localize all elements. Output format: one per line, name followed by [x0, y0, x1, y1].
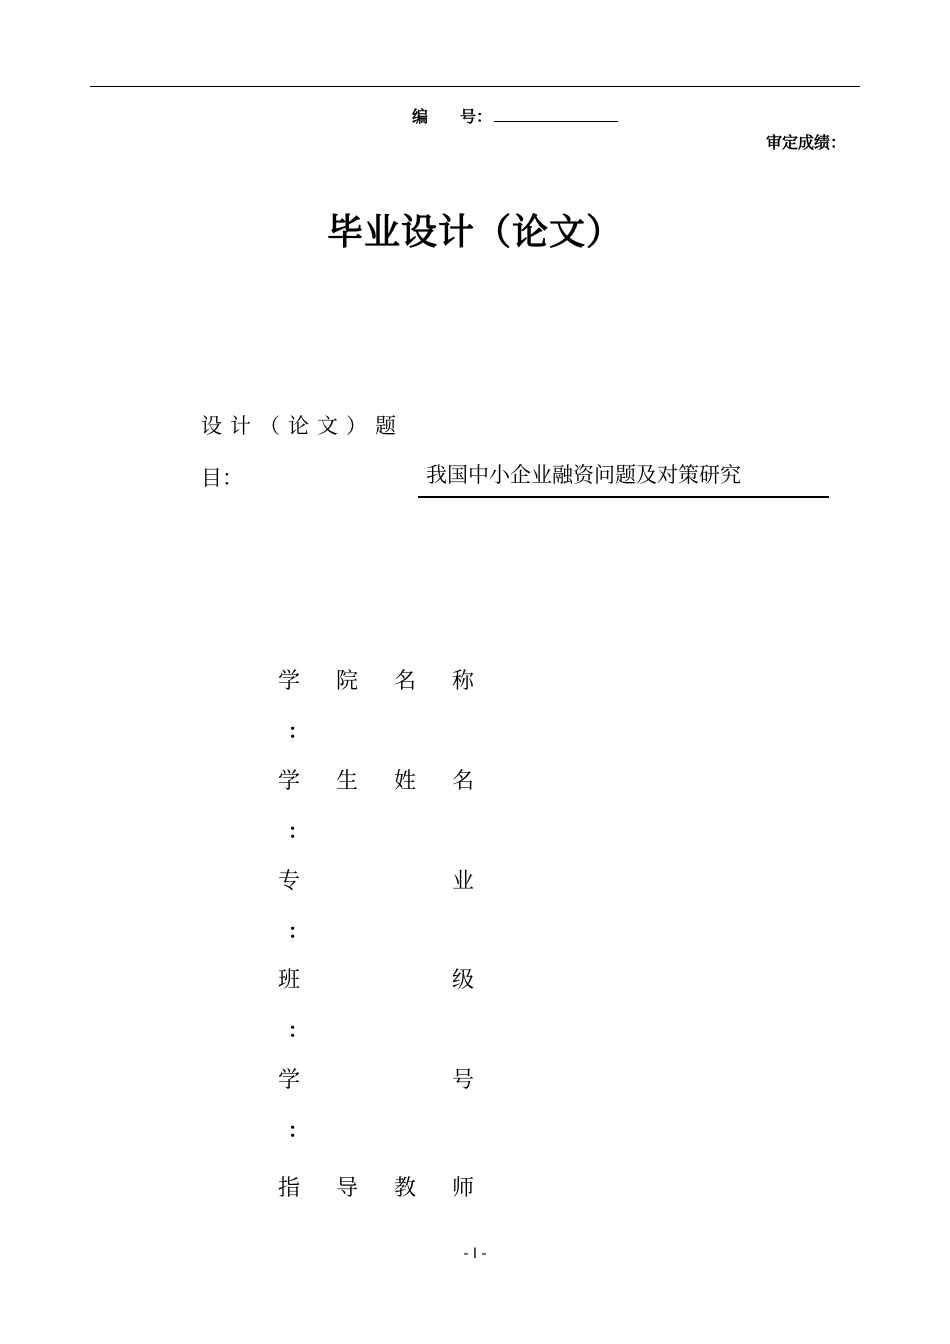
page-title: 毕业设计（论文） — [326, 212, 623, 253]
topic-value-field — [418, 460, 829, 498]
field-student-name-char: 名 — [451, 769, 474, 794]
page-number: - I - — [463, 1246, 487, 1262]
field-advisor-char: 教 — [393, 1176, 416, 1201]
field-advisor — [278, 1171, 478, 1202]
field-student-name-char: 学 — [278, 769, 301, 794]
field-class — [278, 963, 478, 1040]
field-class-char: 班 — [278, 968, 301, 993]
field-major-char: 专 — [278, 869, 301, 894]
grade-label: 审定成绩： — [766, 133, 847, 152]
field-major — [278, 864, 478, 941]
field-college-colon: ： — [288, 719, 308, 743]
field-class-colon: ： — [288, 1018, 308, 1042]
field-student-id-char: 号 — [451, 1068, 474, 1093]
serial-number-blank[interactable] — [494, 104, 618, 122]
field-college-char: 名 — [393, 669, 416, 694]
serial-number-line — [412, 104, 618, 127]
field-student-name — [278, 764, 478, 841]
serial-number-label: 编 号： — [412, 107, 493, 126]
field-college-char: 院 — [335, 669, 358, 694]
field-college-char: 学 — [278, 669, 301, 694]
field-advisor-char: 师 — [451, 1176, 474, 1201]
field-advisor-char: 导 — [335, 1176, 358, 1201]
field-class-char: 级 — [451, 968, 474, 993]
field-major-colon: ： — [288, 919, 308, 943]
topic-label-line2: 目： — [201, 466, 243, 490]
field-major-char: 业 — [451, 869, 474, 894]
field-student-id-char: 学 — [278, 1068, 301, 1093]
field-student-name-colon: ： — [288, 819, 308, 843]
field-college — [278, 664, 478, 741]
field-advisor-char: 指 — [278, 1176, 301, 1201]
field-student-id — [278, 1063, 478, 1140]
field-student-name-char: 姓 — [393, 769, 416, 794]
topic-label-line1: 设计（论文）题 — [201, 414, 404, 438]
field-student-name-char: 生 — [335, 769, 358, 794]
header-rule — [90, 86, 860, 87]
field-college-char: 称 — [451, 669, 474, 694]
topic-value: 我国中小企业融资问题及对策研究 — [426, 463, 741, 487]
field-student-id-colon: ： — [288, 1118, 308, 1142]
